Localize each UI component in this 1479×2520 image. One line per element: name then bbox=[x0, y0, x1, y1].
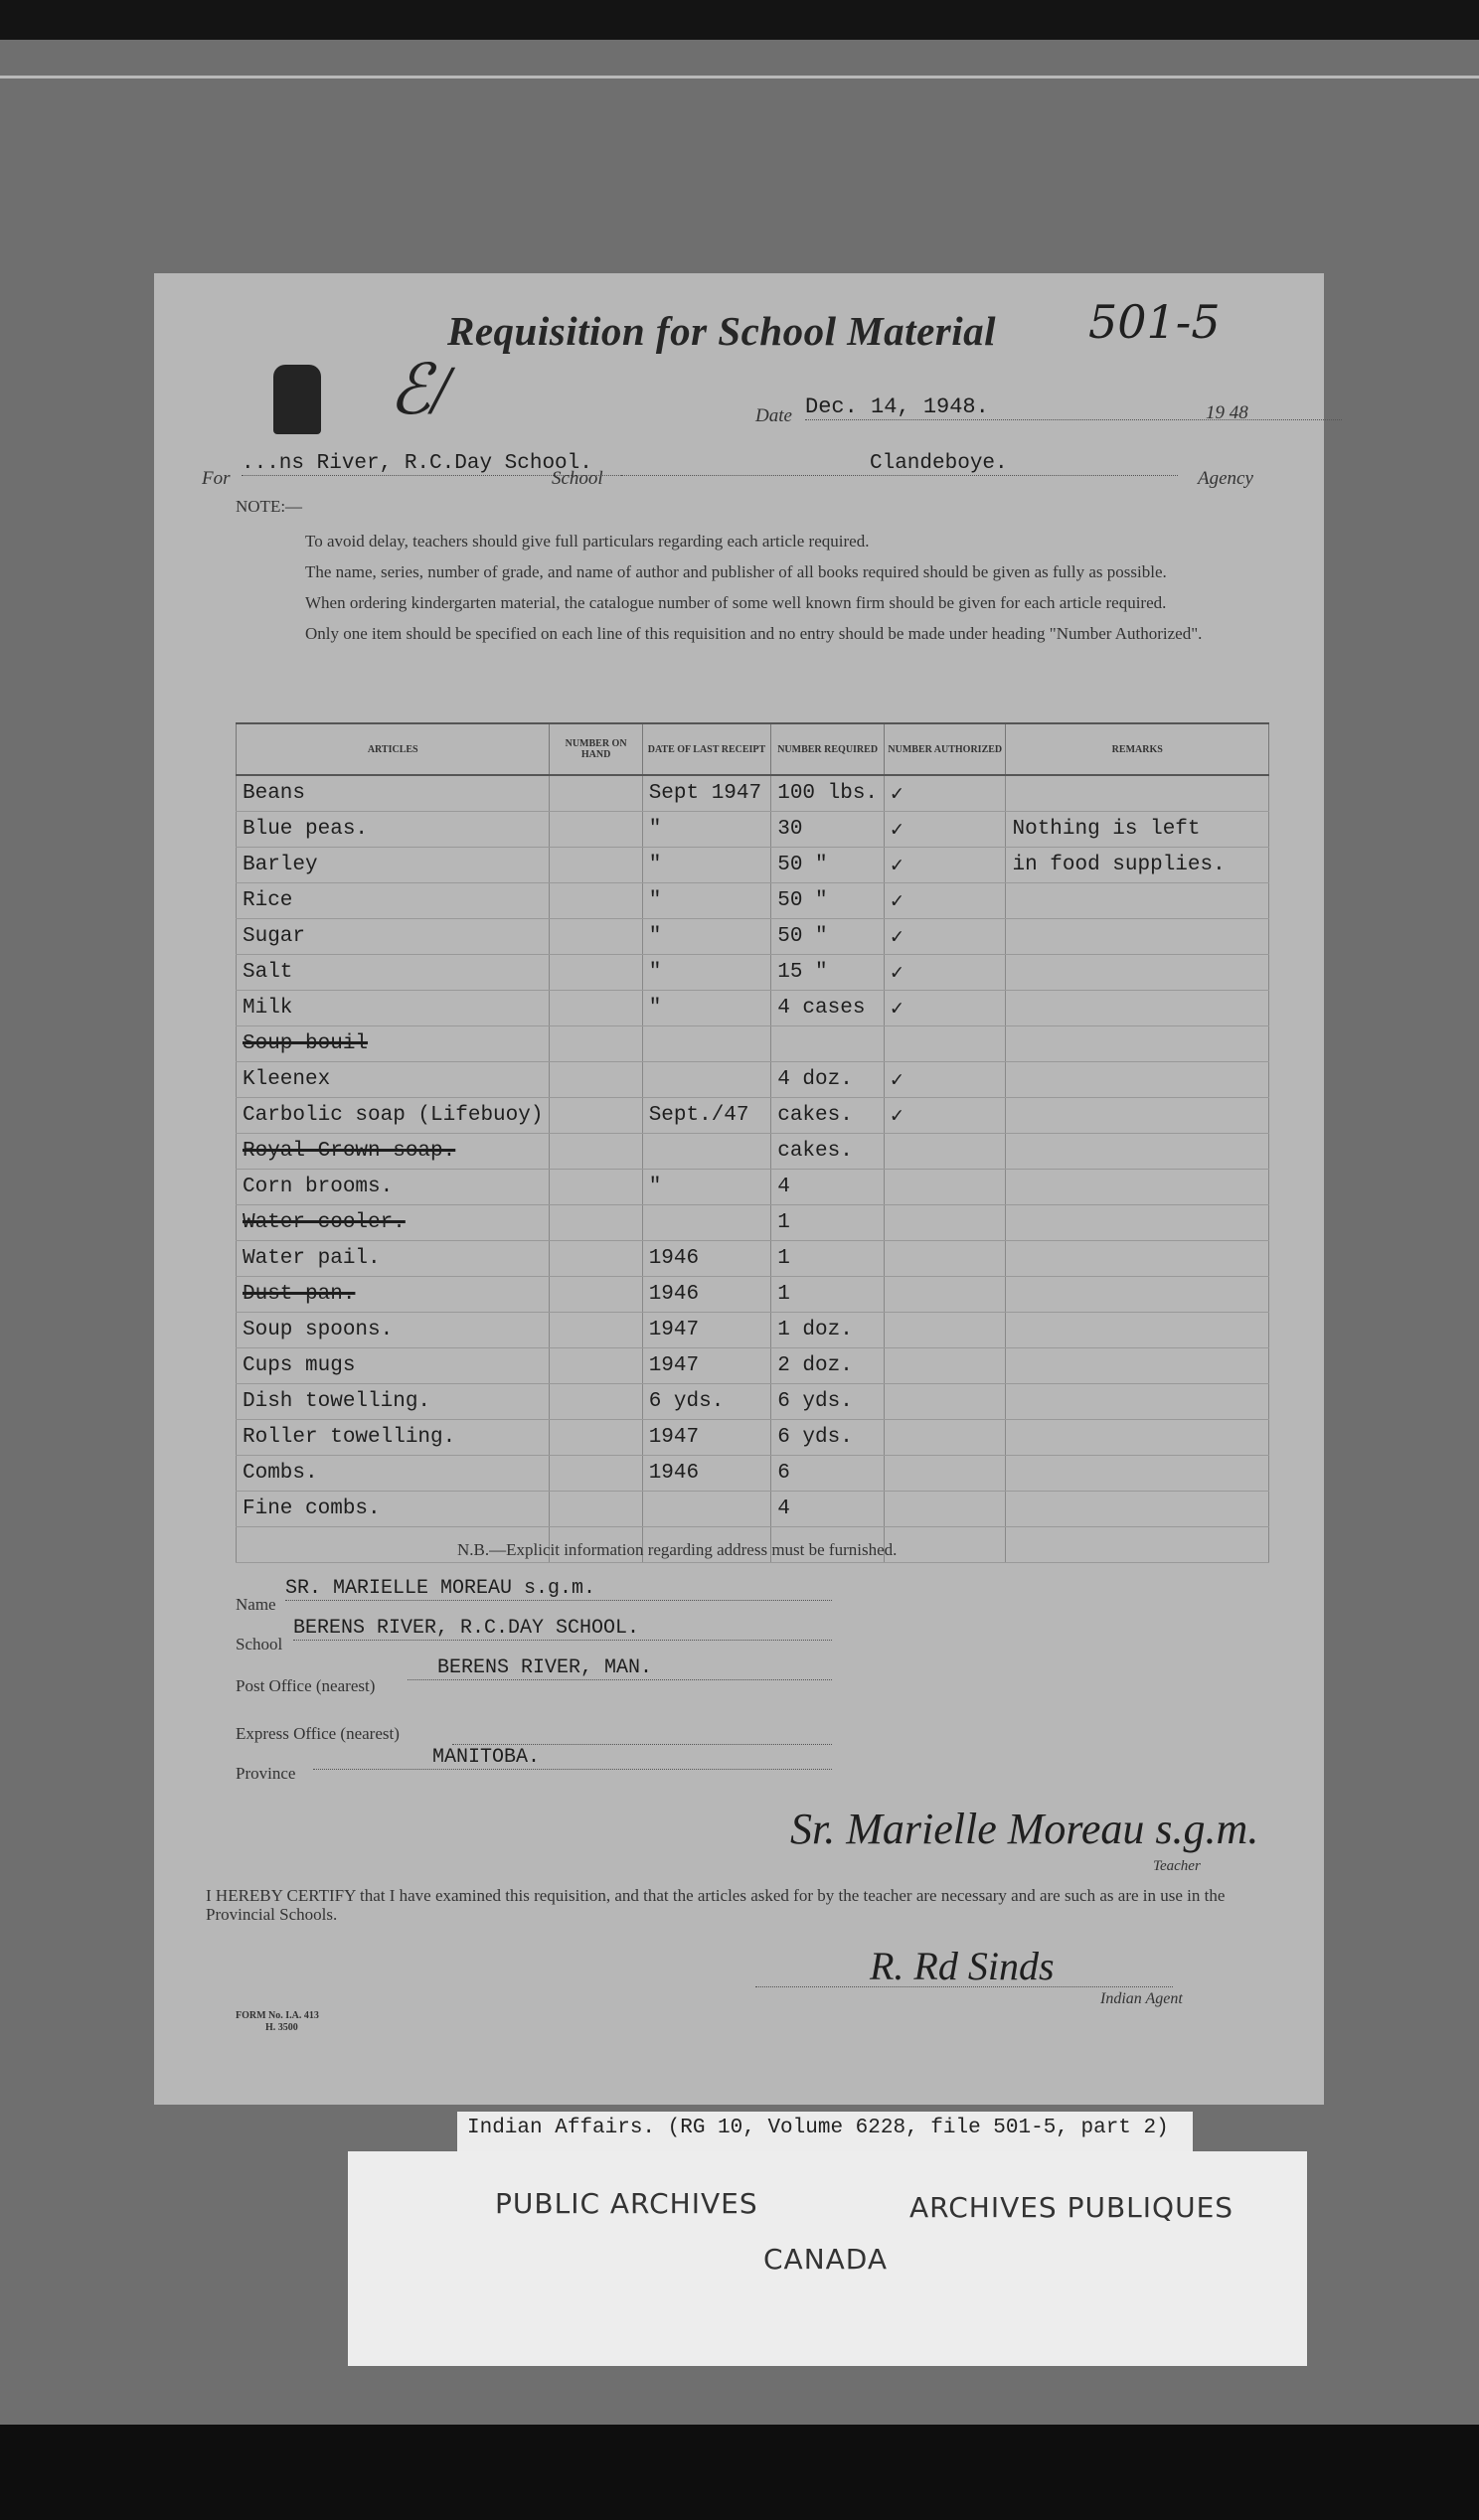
cell-article: Milk bbox=[237, 991, 550, 1026]
archive-right-text: ARCHIVES PUBLIQUES bbox=[909, 2191, 1234, 2224]
note-item: To avoid delay, teachers should give full particulars regarding each article required. bbox=[305, 532, 870, 551]
school-value: ...ns River, R.C.Day School. bbox=[242, 452, 649, 476]
cell-remarks bbox=[1006, 1384, 1269, 1420]
table-row bbox=[237, 1384, 1269, 1420]
agency-value: Clandeboye. bbox=[621, 452, 1178, 476]
film-bottom-border bbox=[0, 2425, 1479, 2520]
table-row bbox=[237, 883, 1269, 919]
cell-remarks: in food supplies. bbox=[1006, 848, 1269, 883]
cell-remarks bbox=[1006, 775, 1269, 812]
cell-on-hand bbox=[550, 812, 642, 848]
articles-table bbox=[236, 722, 1269, 1563]
form-title: Requisition for School Material bbox=[447, 308, 997, 354]
cell-remarks bbox=[1006, 1277, 1269, 1313]
cell-on-hand bbox=[550, 1098, 642, 1134]
teacher-signature: Sr. Marielle Moreau s.g.m. bbox=[790, 1805, 1259, 1853]
cell-remarks bbox=[1006, 1456, 1269, 1492]
cell-article: Rice bbox=[237, 883, 550, 919]
cell-authorized: ✓ bbox=[885, 775, 1006, 812]
cell-remarks: Nothing is left bbox=[1006, 812, 1269, 848]
film-top-border bbox=[0, 0, 1479, 40]
cell-authorized bbox=[885, 1456, 1006, 1492]
cell-last-receipt: 1947 bbox=[642, 1420, 771, 1456]
note-item: When ordering kindergarten material, the catalogue number of some well known firm should be given for each article required. bbox=[305, 593, 1167, 612]
cell-required: 30 bbox=[771, 812, 885, 848]
cell-remarks bbox=[1006, 1241, 1269, 1277]
cell-on-hand bbox=[550, 1456, 642, 1492]
cell-required: 50 " bbox=[771, 848, 885, 883]
cell-last-receipt: " bbox=[642, 991, 771, 1026]
cell-on-hand bbox=[550, 1170, 642, 1205]
cell-on-hand bbox=[550, 1241, 642, 1277]
cell-article: Sugar bbox=[237, 919, 550, 955]
cell-article: Soup bouil bbox=[237, 1026, 550, 1062]
cell-on-hand bbox=[550, 1134, 642, 1170]
cell-on-hand bbox=[550, 1420, 642, 1456]
cell-authorized bbox=[885, 1205, 1006, 1241]
seal-icon bbox=[273, 365, 321, 434]
cell-remarks bbox=[1006, 1492, 1269, 1527]
post-office-value: BERENS RIVER, MAN. bbox=[408, 1656, 832, 1680]
column-header: NUMBER ON HAND bbox=[550, 723, 642, 775]
name-label: Name bbox=[236, 1595, 276, 1614]
cell-last-receipt: 1946 bbox=[642, 1277, 771, 1313]
cell-on-hand bbox=[550, 1062, 642, 1098]
note-label: NOTE:— bbox=[236, 497, 303, 516]
date-label: Date bbox=[755, 405, 792, 426]
cell-authorized bbox=[885, 1348, 1006, 1384]
year-suffix: 19 48 bbox=[1206, 402, 1248, 423]
table-row bbox=[237, 775, 1269, 812]
cell-last-receipt bbox=[642, 1134, 771, 1170]
cell-remarks bbox=[1006, 1026, 1269, 1062]
cell-article: Cups mugs bbox=[237, 1348, 550, 1384]
cell-required: 4 doz. bbox=[771, 1062, 885, 1098]
table-row bbox=[237, 919, 1269, 955]
cell-authorized bbox=[885, 1170, 1006, 1205]
cell-authorized bbox=[885, 1134, 1006, 1170]
cell-article: Salt bbox=[237, 955, 550, 991]
cell-authorized bbox=[885, 1384, 1006, 1420]
cell-article: Kleenex bbox=[237, 1062, 550, 1098]
table-body bbox=[237, 775, 1269, 1563]
note-item: Only one item should be specified on each line of this requisition and no entry should be made under heading "Number Authorized". bbox=[305, 624, 1203, 643]
archive-left-text: PUBLIC ARCHIVES bbox=[495, 2187, 758, 2220]
form-number bbox=[236, 2010, 319, 2034]
cell-remarks bbox=[1006, 1527, 1269, 1563]
agent-label: Indian Agent bbox=[1100, 1990, 1183, 2007]
cell-last-receipt: " bbox=[642, 812, 771, 848]
cell-required: 4 bbox=[771, 1492, 885, 1527]
column-header: NUMBER REQUIRED bbox=[771, 723, 885, 775]
express-office-label: Express Office (nearest) bbox=[236, 1724, 400, 1743]
cell-authorized: ✓ bbox=[885, 812, 1006, 848]
post-office-label: Post Office (nearest) bbox=[236, 1676, 376, 1695]
cell-required: 1 bbox=[771, 1277, 885, 1313]
cell-on-hand bbox=[550, 1205, 642, 1241]
cell-remarks bbox=[1006, 1062, 1269, 1098]
cell-required: 4 cases bbox=[771, 991, 885, 1026]
cell-authorized bbox=[885, 1026, 1006, 1062]
column-header: REMARKS bbox=[1006, 723, 1269, 775]
film-edge-line bbox=[0, 76, 1479, 79]
cell-required: 6 yds. bbox=[771, 1384, 885, 1420]
form-number-line: H. 3500 bbox=[265, 2022, 298, 2033]
cell-authorized bbox=[885, 1527, 1006, 1563]
table-row bbox=[237, 1492, 1269, 1527]
table-row bbox=[237, 1170, 1269, 1205]
table-row bbox=[237, 1062, 1269, 1098]
cell-required: 1 bbox=[771, 1241, 885, 1277]
school-field-value: BERENS RIVER, R.C.DAY SCHOOL. bbox=[293, 1617, 832, 1641]
cell-required: 100 lbs. bbox=[771, 775, 885, 812]
cell-on-hand bbox=[550, 1384, 642, 1420]
cell-remarks bbox=[1006, 955, 1269, 991]
cell-article: Combs. bbox=[237, 1456, 550, 1492]
cell-authorized: ✓ bbox=[885, 848, 1006, 883]
table-row bbox=[237, 1456, 1269, 1492]
cell-last-receipt: " bbox=[642, 883, 771, 919]
cell-required: cakes. bbox=[771, 1134, 885, 1170]
cell-article: Soup spoons. bbox=[237, 1313, 550, 1348]
cell-required: 1 bbox=[771, 1205, 885, 1241]
cell-article: Blue peas. bbox=[237, 812, 550, 848]
cell-article: Water pail. bbox=[237, 1241, 550, 1277]
cell-last-receipt: 1946 bbox=[642, 1241, 771, 1277]
cell-article: Corn brooms. bbox=[237, 1170, 550, 1205]
cell-on-hand bbox=[550, 775, 642, 812]
cell-on-hand bbox=[550, 1026, 642, 1062]
school-label: School bbox=[552, 468, 603, 489]
requisition-form bbox=[154, 273, 1324, 2105]
cell-last-receipt: 1947 bbox=[642, 1313, 771, 1348]
cell-article: Fine combs. bbox=[237, 1492, 550, 1527]
cell-authorized: ✓ bbox=[885, 955, 1006, 991]
cell-last-receipt: 1947 bbox=[642, 1348, 771, 1384]
cell-remarks bbox=[1006, 1313, 1269, 1348]
cell-authorized: ✓ bbox=[885, 991, 1006, 1026]
table-row bbox=[237, 1420, 1269, 1456]
cell-remarks bbox=[1006, 1098, 1269, 1134]
province-label: Province bbox=[236, 1764, 296, 1783]
agency-label: Agency bbox=[1198, 468, 1253, 489]
cell-required: 15 " bbox=[771, 955, 885, 991]
cell-last-receipt: " bbox=[642, 1170, 771, 1205]
cell-remarks bbox=[1006, 991, 1269, 1026]
table-row bbox=[237, 955, 1269, 991]
cell-remarks bbox=[1006, 1170, 1269, 1205]
table-row bbox=[237, 1098, 1269, 1134]
table-row bbox=[237, 812, 1269, 848]
archive-center-text: CANADA bbox=[763, 2243, 889, 2276]
cell-remarks bbox=[1006, 1420, 1269, 1456]
nb-note: N.B.—Explicit information regarding address must be furnished. bbox=[457, 1540, 898, 1559]
cell-authorized bbox=[885, 1492, 1006, 1527]
cell-last-receipt: Sept./47 bbox=[642, 1098, 771, 1134]
cell-last-receipt: 1946 bbox=[642, 1456, 771, 1492]
column-header: DATE OF LAST RECEIPT bbox=[642, 723, 771, 775]
name-value: SR. MARIELLE MOREAU s.g.m. bbox=[285, 1577, 832, 1601]
cell-article: Dust pan. bbox=[237, 1277, 550, 1313]
table-row bbox=[237, 991, 1269, 1026]
cell-last-receipt bbox=[642, 1205, 771, 1241]
province-value: MANITOBA. bbox=[313, 1746, 832, 1770]
cell-on-hand bbox=[550, 991, 642, 1026]
cell-last-receipt: " bbox=[642, 919, 771, 955]
cell-article: Water cooler. bbox=[237, 1205, 550, 1241]
cell-article: Roller towelling. bbox=[237, 1420, 550, 1456]
cell-last-receipt: " bbox=[642, 955, 771, 991]
notes-block bbox=[236, 532, 1269, 643]
cell-last-receipt: Sept 1947 bbox=[642, 775, 771, 812]
cell-article: Royal Crown soap. bbox=[237, 1134, 550, 1170]
cell-required: 6 yds. bbox=[771, 1420, 885, 1456]
for-label: For bbox=[202, 468, 231, 489]
cell-article: Barley bbox=[237, 848, 550, 883]
school-field-label: School bbox=[236, 1635, 283, 1654]
table-row bbox=[237, 848, 1269, 883]
cell-last-receipt bbox=[642, 1492, 771, 1527]
cell-authorized bbox=[885, 1420, 1006, 1456]
cell-remarks bbox=[1006, 1134, 1269, 1170]
cell-on-hand bbox=[550, 883, 642, 919]
cell-required bbox=[771, 1026, 885, 1062]
cell-authorized bbox=[885, 1241, 1006, 1277]
cell-last-receipt bbox=[642, 1026, 771, 1062]
cell-required: 6 bbox=[771, 1456, 885, 1492]
cell-on-hand bbox=[550, 848, 642, 883]
cell-on-hand bbox=[550, 1277, 642, 1313]
cell-on-hand bbox=[550, 1492, 642, 1527]
express-office-value bbox=[452, 1722, 832, 1745]
archive-caption: Indian Affairs. (RG 10, Volume 6228, file 501-5, part 2) bbox=[467, 2117, 1169, 2139]
cell-article: Carbolic soap (Lifebuoy) bbox=[237, 1098, 550, 1134]
cell-required: 4 bbox=[771, 1170, 885, 1205]
cell-remarks bbox=[1006, 883, 1269, 919]
table-row bbox=[237, 1313, 1269, 1348]
cell-article: Dish towelling. bbox=[237, 1384, 550, 1420]
cell-required: 50 " bbox=[771, 919, 885, 955]
cell-last-receipt: " bbox=[642, 848, 771, 883]
cell-authorized: ✓ bbox=[885, 1062, 1006, 1098]
cell-authorized: ✓ bbox=[885, 1098, 1006, 1134]
cell-article: Beans bbox=[237, 775, 550, 812]
table-row bbox=[237, 1134, 1269, 1170]
agent-signature: R. Rd Sinds bbox=[870, 1944, 1055, 1988]
cell-on-hand bbox=[550, 1313, 642, 1348]
cell-authorized: ✓ bbox=[885, 883, 1006, 919]
certification-text: I HEREBY CERTIFY that I have examined this requisition, and that the articles asked for by the teacher are necessary and are such as are in use in the Provincial Schools. bbox=[206, 1886, 1226, 1924]
cell-required: cakes. bbox=[771, 1098, 885, 1134]
table-row bbox=[237, 1241, 1269, 1277]
cell-required: 2 doz. bbox=[771, 1348, 885, 1384]
cell-authorized bbox=[885, 1277, 1006, 1313]
form-number-line: FORM No. I.A. 413 bbox=[236, 2010, 319, 2021]
cell-required: 1 doz. bbox=[771, 1313, 885, 1348]
cell-on-hand bbox=[550, 1348, 642, 1384]
cell-authorized bbox=[885, 1313, 1006, 1348]
cell-remarks bbox=[1006, 1205, 1269, 1241]
table-header-row bbox=[237, 723, 1269, 775]
cell-authorized: ✓ bbox=[885, 919, 1006, 955]
cell-remarks bbox=[1006, 1348, 1269, 1384]
handwritten-initials: ℰ/ bbox=[389, 353, 450, 429]
agent-signature-line bbox=[755, 1984, 1173, 1987]
note-item: The name, series, number of grade, and name of author and publisher of all books required should be given as fully as possible. bbox=[305, 562, 1167, 581]
cell-last-receipt bbox=[642, 1062, 771, 1098]
cell-on-hand bbox=[550, 919, 642, 955]
table-row bbox=[237, 1026, 1269, 1062]
table-row bbox=[237, 1277, 1269, 1313]
column-header: NUMBER AUTHORIZED bbox=[885, 723, 1006, 775]
teacher-label: Teacher bbox=[1153, 1858, 1201, 1874]
column-header: ARTICLES bbox=[237, 723, 550, 775]
table-row bbox=[237, 1348, 1269, 1384]
archive-stamp-card bbox=[348, 2151, 1307, 2366]
cell-last-receipt: 6 yds. bbox=[642, 1384, 771, 1420]
cell-on-hand bbox=[550, 955, 642, 991]
file-number: 501-5 bbox=[1088, 295, 1221, 349]
cell-remarks bbox=[1006, 919, 1269, 955]
table-row bbox=[237, 1205, 1269, 1241]
cell-required: 50 " bbox=[771, 883, 885, 919]
date-value: Dec. 14, 1948. bbox=[805, 394, 1342, 420]
